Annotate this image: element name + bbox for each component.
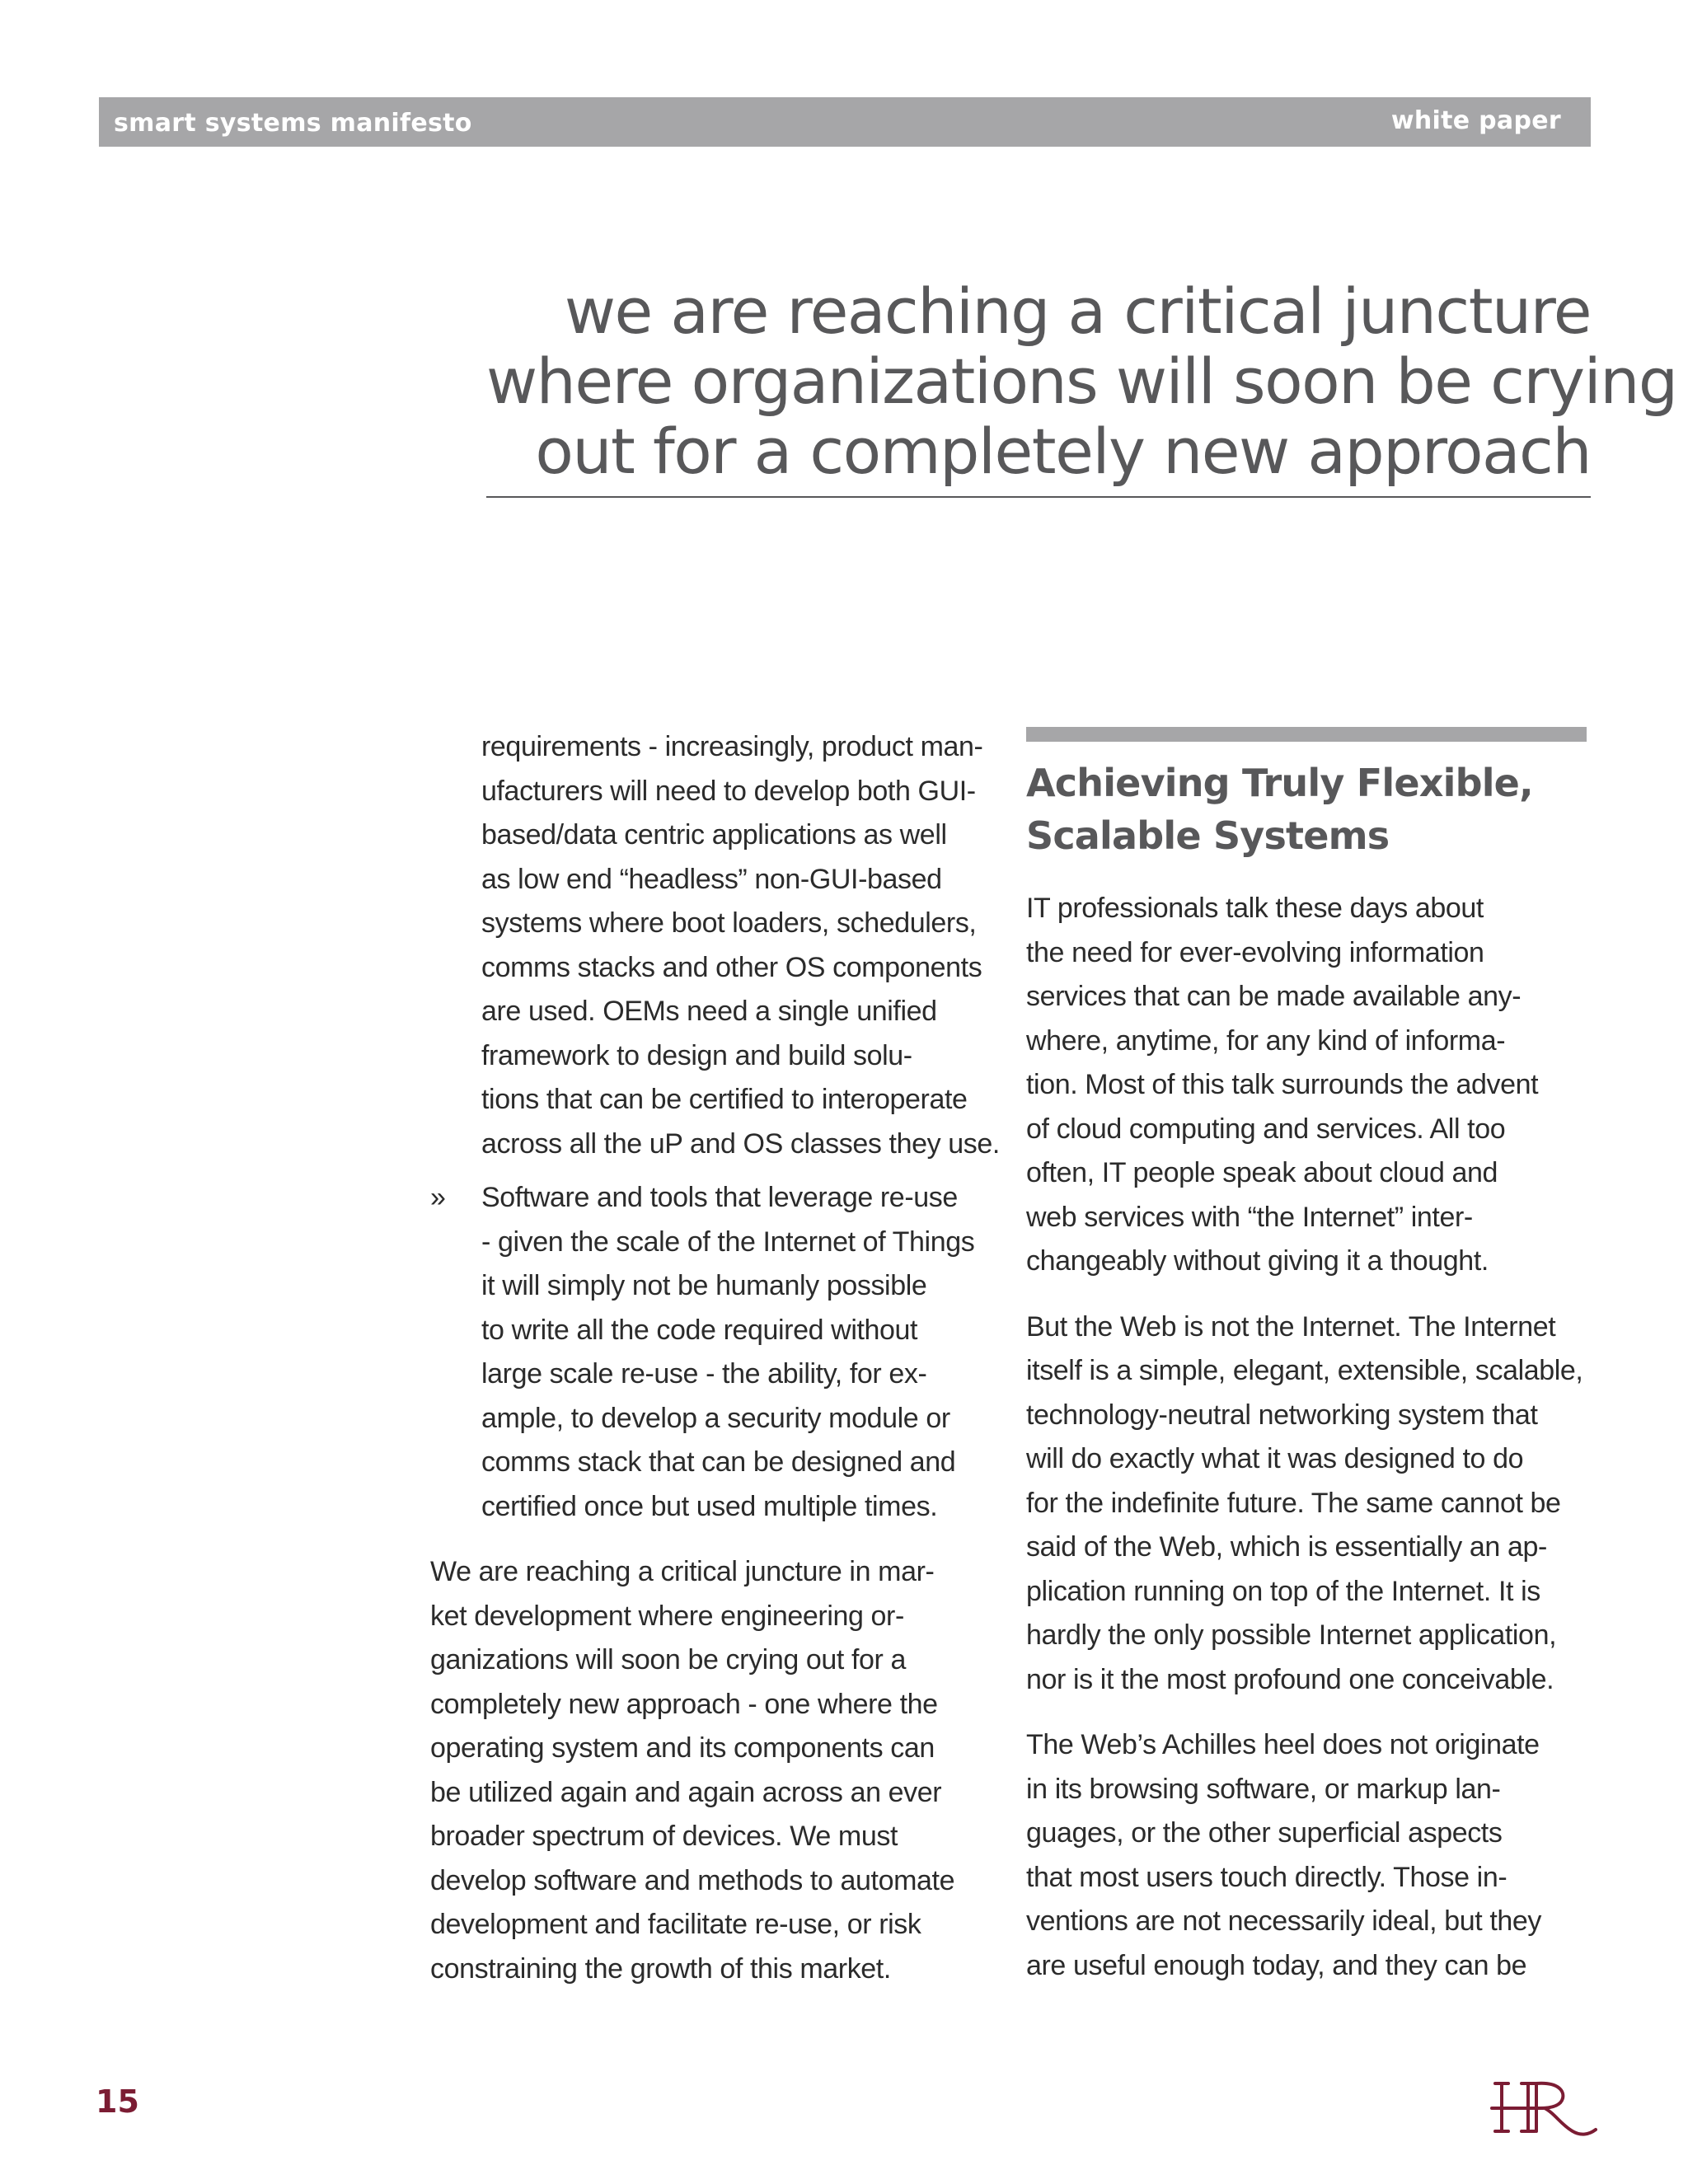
text-line: comms stacks and other OS components [481,951,982,983]
document-series-title: smart systems manifesto [114,109,472,138]
pull-quote-line: out for a completely new approach [535,415,1591,488]
document-type-label: white paper [1390,106,1561,135]
body-paragraph [1026,1305,1603,1703]
section-heading-line: Achieving Truly Flexible, [1026,761,1533,805]
text-line: ufacturers will need to develop both GUI- [481,775,976,807]
bullet-marker-icon: » [430,1182,446,1213]
text-line: framework to design and build solu- [481,1039,912,1071]
text-line: hardly the only possible Internet application, [1026,1619,1557,1651]
text-line: - given the scale of the Internet of Things [481,1226,975,1258]
text-line: itself is a simple, elegant, extensible, scalable, [1026,1355,1583,1386]
text-line: of cloud computing and services. All too [1026,1113,1506,1145]
text-line: plication running on top of the Internet. It is [1026,1575,1540,1607]
text-line: in its browsing software, or markup lan- [1026,1773,1501,1805]
text-line: web services with “the Internet” inter- [1026,1201,1473,1233]
page-number: 15 [96,2083,139,2120]
text-line: that most users touch directly. Those in- [1026,1861,1507,1893]
text-line: where, anytime, for any kind of informa- [1026,1024,1506,1057]
text-line: comms stack that can be designed and [481,1446,956,1478]
text-line: development and facilitate re-use, or risk [430,1909,921,1940]
text-line: to write all the code required without [481,1314,918,1346]
text-line: The Web’s Achilles heel does not originate [1026,1729,1540,1760]
text-line: broader spectrum of devices. We must [430,1821,898,1852]
text-line: will do exactly what it was designed to do [1026,1443,1524,1474]
body-paragraph [1026,887,1603,1284]
text-line: are useful enough today, and they can be [1026,1949,1527,1981]
text-line: across all the uP and OS classes they use. [481,1127,1000,1160]
text-line: tion. Most of this talk surrounds the advent [1026,1069,1539,1100]
text-line: the need for ever-evolving information [1026,936,1484,968]
header-bar [99,97,1591,147]
section-heading [1026,757,1603,862]
text-line: for the indefinite future. The same cannot be [1026,1487,1561,1519]
body-paragraph [1026,1723,1603,1988]
text-line: large scale re-use - the ability, for ex- [481,1358,927,1390]
right-column [1026,725,1603,1988]
text-line: guages, or the other superficial aspects [1026,1817,1503,1849]
pull-quote-line: where organizations will soon be crying [486,344,1677,418]
text-line: completely new approach - one where the [430,1688,938,1720]
text-line: based/data centric applications as well [481,819,947,851]
section-heading-line: Scalable Systems [1026,813,1390,858]
text-line: constraining the growth of this market. [430,1952,891,1985]
section-divider-bar [1026,727,1587,742]
continued-list-item [430,725,999,1166]
text-line: requirements - increasingly, product man- [481,731,983,762]
text-line: are used. OEMs need a single unified [481,996,937,1027]
text-line: it will simply not be humanly possible [481,1270,927,1301]
text-line: ample, to develop a security module or [481,1402,950,1434]
text-line: We are reaching a critical juncture in mar- [430,1556,935,1587]
text-line: systems where boot loaders, schedulers, [481,907,977,939]
left-column [430,725,999,1991]
body-paragraph [430,1550,999,1991]
text-line: services that can be made available any- [1026,981,1522,1012]
pull-quote [486,274,1677,488]
text-line: nor is it the most profound one conceivable. [1026,1663,1554,1695]
text-line: tions that can be certified to interoperate [481,1084,968,1115]
text-line: certified once but used multiple times. [481,1490,938,1522]
hr-logo-icon [1490,2077,1597,2139]
text-line: ket development where engineering or- [430,1600,904,1632]
text-line: Software and tools that leverage re-use [481,1182,958,1213]
text-line: as low end “headless” non-GUI-based [481,863,942,895]
text-line: ganizations will soon be crying out for a [430,1644,907,1675]
bullet-list-item [430,1176,999,1529]
text-line: said of the Web, which is essentially an ap- [1026,1531,1547,1563]
text-line: develop software and methods to automate [430,1864,955,1896]
text-line: changeably without giving it a thought. [1026,1245,1489,1277]
text-line: ventions are not necessarily ideal, but they [1026,1905,1541,1937]
text-line: IT professionals talk these days about [1026,893,1484,924]
text-line: But the Web is not the Internet. The Internet [1026,1310,1556,1343]
text-line: be utilized again and again across an ever [430,1776,942,1808]
text-line: often, IT people speak about cloud and [1026,1157,1498,1188]
pull-quote-divider [486,496,1591,498]
pull-quote-line: we are reaching a critical juncture [564,274,1591,348]
text-line: technology-neutral networking system that [1026,1399,1538,1431]
text-line: operating system and its components can [430,1732,935,1764]
